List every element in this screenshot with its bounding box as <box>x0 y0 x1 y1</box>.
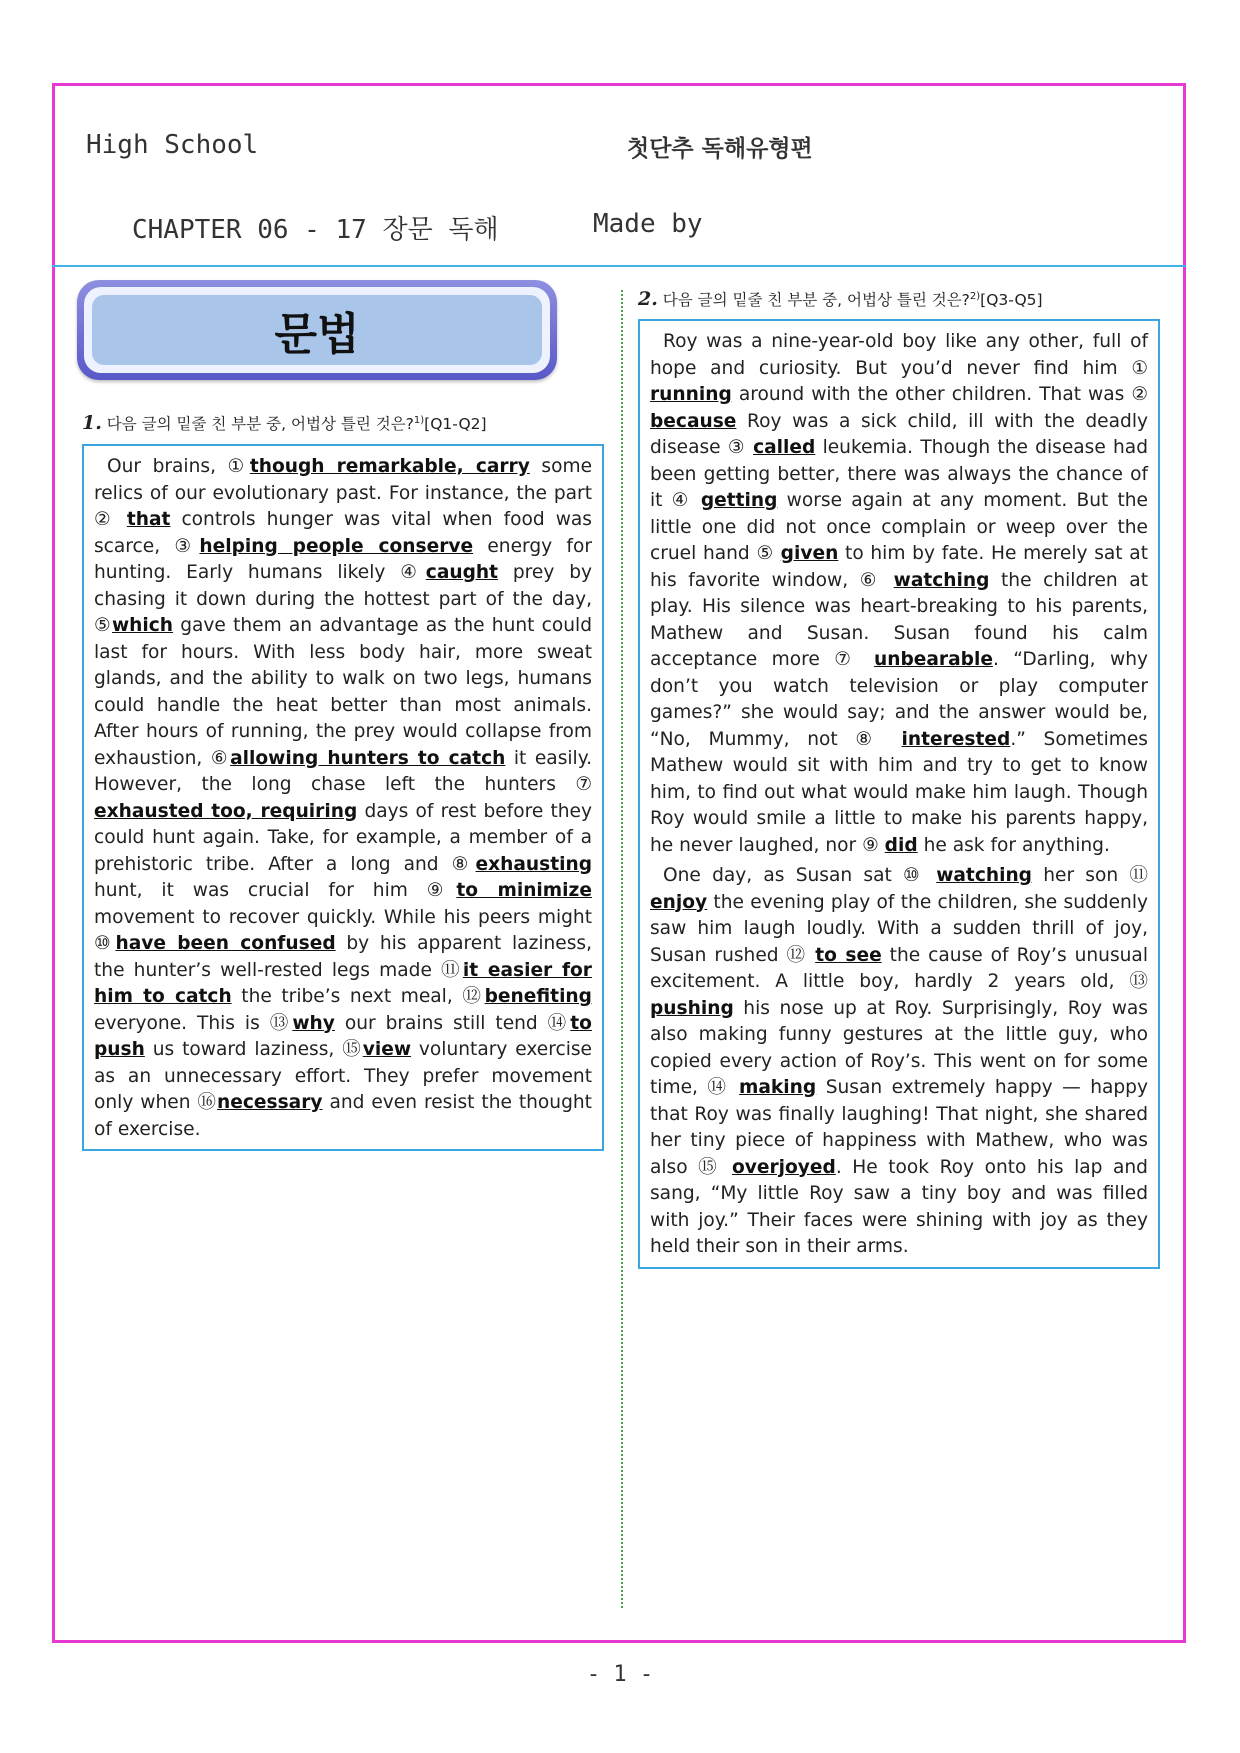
q2-passage-box <box>638 319 1160 1269</box>
passage-text <box>730 1077 739 1098</box>
passage-text: .” Sometimes Mathew would sit with him and try to get to know him, to find out what would make him laugh. Though Roy would smile a little to make his parents happy, he never laughed, nor <box>650 728 1148 856</box>
underlined-option: that <box>126 509 171 530</box>
underlined-option: overjoyed <box>731 1156 836 1178</box>
option-marker: ② <box>1131 384 1148 405</box>
option-marker: ⑪ <box>1129 865 1148 886</box>
passage-text: his nose up at Roy. Surprisingly, Roy was also making funny gestures at the little guy, who copied every action of Roy’s. This went on for some time, <box>650 997 1148 1098</box>
option-marker: ③ <box>727 437 746 458</box>
option-marker: ⑦ <box>834 649 860 670</box>
underlined-option: which <box>111 615 174 636</box>
underlined-option: did <box>884 834 918 856</box>
underlined-option: making <box>739 1077 817 1098</box>
passage-text <box>882 570 894 591</box>
passage-text: prey by chasing it down during the hottest part of the day, <box>94 562 593 610</box>
option-marker: ⑧ <box>451 853 476 875</box>
passage-text: gave them an advantage as the hunt could last for hours. With less body hair, more sweat glands, and the ability to walk on two legs, humans could handle the heat better than most animals. After hours of running, the prey would collapse from exhaustion, <box>94 615 592 769</box>
option-marker: ③ <box>174 535 200 557</box>
option-marker: ⑭ <box>707 1077 730 1098</box>
passage-text: Roy was a nine-year-old boy like any other, full of hope and curiosity. But you’d never find him <box>650 331 1148 379</box>
passage-text: controls hunger was vital when food was scarce, <box>94 509 592 557</box>
underlined-option: allowing hunters to catch <box>230 747 506 769</box>
passage-text: us toward laziness, <box>144 1039 343 1060</box>
header-chapter: CHAPTER 06 - 17 장문 독해 <box>132 215 499 245</box>
underlined-option: benefiting <box>484 986 592 1007</box>
passage-text: Roy was a sick child, ill with the deadly disease <box>650 410 1148 458</box>
passage-text <box>774 543 781 564</box>
underlined-option: why <box>292 1012 335 1034</box>
q2-range: [Q3-Q5] <box>980 291 1043 309</box>
q2-paragraph <box>650 329 1148 859</box>
header-series: 첫단추 독해유형편 <box>627 136 813 162</box>
underlined-option: helping people conserve <box>199 535 474 557</box>
underlined-option: given <box>780 543 839 564</box>
passage-text <box>884 729 902 750</box>
underlined-option: caught <box>425 562 499 583</box>
option-marker: ⑬ <box>1129 971 1148 992</box>
passage-text <box>746 437 753 458</box>
option-marker: ⑩ <box>94 933 116 954</box>
underlined-option: getting <box>700 490 778 511</box>
passage-text: the evening play of the children, she suddenly saw him laugh loudly. With a sudden thrill of joy, Susan rushed <box>650 891 1148 966</box>
option-marker: ⑪ <box>441 959 463 981</box>
passage-text: and even resist the thought of exercise. <box>94 1092 592 1140</box>
underlined-option: unbearable <box>873 649 993 670</box>
passage-text: he ask for anything. <box>917 834 1110 856</box>
underlined-option: watching <box>893 569 990 591</box>
passage-text: hunt, it was crucial for him <box>94 880 427 901</box>
passage-text: by his apparent laziness, the hunter’s well-rested legs made <box>94 933 593 981</box>
q1-passage-box <box>82 444 604 1151</box>
underlined-option: running <box>650 384 732 405</box>
underlined-option: called <box>753 437 816 458</box>
passage-text: the children at play. His silence was heart-breaking to his parents, Mathew and Susan. Susan found his calm acceptance more <box>650 569 1148 670</box>
option-marker: ⑬ <box>269 1012 293 1034</box>
q1-heading <box>82 412 487 434</box>
q1-passage <box>94 454 592 1143</box>
section-title-banner <box>77 280 557 380</box>
passage-text: worse again at any moment. But the little one did not once complain or weep over the cruel hand <box>650 490 1148 564</box>
option-marker: ⑥ <box>210 747 231 769</box>
passage-text: her son <box>1032 865 1130 886</box>
section-title-inner-border <box>84 287 550 373</box>
passage-text: . “Darling, why don’t you watch television or play computer games?” she would say; and the answer would be, “No, Mummy, not <box>650 649 1148 750</box>
page-number: - 1 - <box>586 1662 654 1687</box>
passage-text: movement to recover quickly. While his peers might <box>94 906 592 928</box>
option-marker: ④ <box>400 562 426 583</box>
option-marker: ⑫ <box>462 986 485 1007</box>
q1-range: [Q1-Q2] <box>424 415 487 433</box>
option-marker: ⑨ <box>426 880 457 901</box>
passage-text: One day, as Susan sat <box>663 865 903 886</box>
underlined-option: though remarkable, carry <box>249 456 530 477</box>
column-divider <box>621 290 623 1608</box>
passage-text: the tribe’s next meal, <box>231 986 463 1007</box>
underlined-option: view <box>362 1039 412 1060</box>
option-marker: ⑨ <box>862 834 879 856</box>
passage-text: Susan extremely happy — happy that Roy was finally laughing! That night, she shared her tiny piece of happiness with Mathew, who was also <box>650 1077 1148 1178</box>
option-marker: ⑩ <box>902 865 925 886</box>
option-marker: ⑤ <box>756 543 774 564</box>
passage-text <box>116 509 127 530</box>
section-title: 문법 <box>92 295 542 365</box>
underlined-option: interested <box>901 728 1011 750</box>
passage-text: to him by fate. He merely sat at his favorite window, <box>650 543 1148 591</box>
q1-footnote: 1) <box>413 414 425 426</box>
q2-footnote: 2) <box>969 290 981 302</box>
underlined-option: it easier for him to catch <box>94 959 592 1007</box>
passage-text: Our brains, <box>107 456 228 477</box>
header-made-by: Made by <box>593 209 703 239</box>
passage-text <box>860 649 874 670</box>
underlined-option: to minimize <box>456 880 592 901</box>
passage-text <box>807 945 815 966</box>
header-school: High School <box>86 130 259 160</box>
passage-text: the cause of Roy’s unusual excitement. A little boy, hardly 2 years old, <box>650 944 1148 992</box>
option-marker: ⑮ <box>698 1156 722 1178</box>
passage-text <box>925 865 936 886</box>
passage-text: voluntary exercise as an unnecessary effort. They prefer movement only when <box>94 1039 592 1113</box>
option-marker: ⑦ <box>575 774 592 795</box>
q2-number: 2. <box>638 288 658 310</box>
passage-text <box>692 490 701 511</box>
option-marker: ⑯ <box>197 1092 218 1113</box>
option-marker: ④ <box>671 490 692 511</box>
option-marker: ⑧ <box>855 728 884 750</box>
passage-text: leukemia. Though the disease had been getting better, there was always the chance of it <box>650 437 1149 511</box>
passage-text: days of rest before they could hunt again. Take, for example, a member of a prehistoric tribe. After a long and <box>94 800 592 875</box>
underlined-option: pushing <box>650 997 734 1019</box>
passage-text: some relics of our evolutionary past. For instance, the part <box>94 456 593 504</box>
underlined-option: to see <box>815 944 882 966</box>
q2-prompt: 다음 글의 밑줄 친 부분 중, 어법상 틀린 것은? <box>662 291 970 309</box>
underlined-option: watching <box>936 865 1032 886</box>
underlined-option: because <box>650 410 737 432</box>
q2-paragraph <box>650 863 1148 1261</box>
option-marker: ② <box>94 509 116 530</box>
underlined-option: necessary <box>217 1092 323 1113</box>
passage-text <box>721 1157 732 1178</box>
option-marker: ⑭ <box>547 1012 571 1034</box>
passage-text: . He took Roy onto his lap and sang, “My little Roy saw a tiny boy and was filled with joy.” Their faces were shining with joy as they held their son in their arms. <box>650 1156 1148 1257</box>
underlined-option: to push <box>94 1012 592 1060</box>
passage-text: it easily. However, the long chase left the hunters <box>94 747 592 795</box>
header-rule <box>52 265 1186 267</box>
option-marker: ① <box>227 456 250 477</box>
underlined-option: exhausted too, requiring <box>94 800 358 822</box>
passage-text: around with the other children. That was <box>731 384 1132 405</box>
passage-text: our brains still tend <box>334 1012 548 1034</box>
q1-number: 1. <box>82 412 102 434</box>
underlined-option: exhausting <box>475 853 593 875</box>
q1-prompt: 다음 글의 밑줄 친 부분 중, 어법상 틀린 것은? <box>106 415 414 433</box>
option-marker: ① <box>1131 357 1148 379</box>
underlined-option: have been confused <box>115 933 336 954</box>
q2-heading <box>638 288 1043 310</box>
passage-text: everyone. This is <box>94 1012 270 1034</box>
option-marker: ⑮ <box>342 1039 363 1060</box>
underlined-option: enjoy <box>650 891 708 913</box>
passage-text: energy for hunting. Early humans likely <box>94 535 592 583</box>
option-marker: ⑫ <box>786 944 808 966</box>
option-marker: ⑤ <box>94 615 112 636</box>
option-marker: ⑥ <box>859 569 883 591</box>
